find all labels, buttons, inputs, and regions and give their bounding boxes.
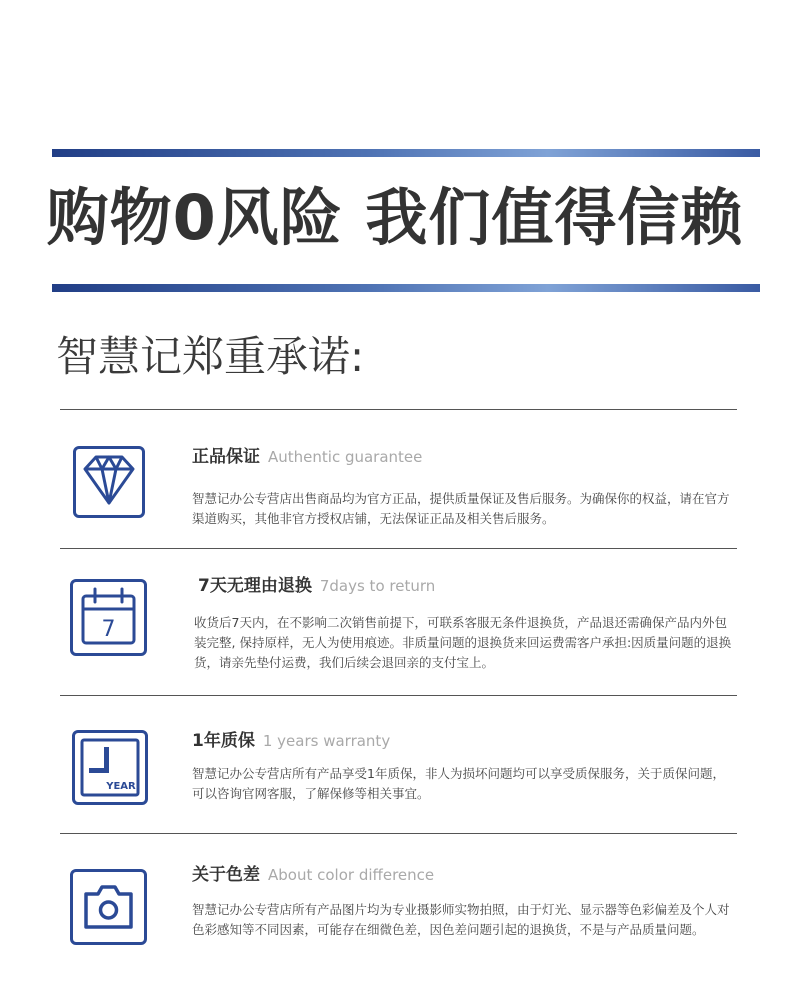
camera-icon (70, 869, 147, 945)
item-title (192, 730, 390, 752)
item-title-en: About color difference (268, 866, 435, 884)
commitment-heading: 智慧记郑重承诺: (56, 332, 365, 381)
headline: 购物0风险 我们值得信赖 (46, 181, 744, 254)
item-description: 智慧记办公专营店出售商品均为官方正品，提供质量保证及售后服务。为确保你的权益，请在官方渠道购买，其他非官方授权店铺，无法保证正品及相关售后服务。 (192, 491, 730, 526)
item-title-cn: 1年质保 (192, 731, 255, 751)
item-title (198, 575, 435, 597)
divider (60, 695, 737, 696)
calendar-icon (70, 579, 147, 656)
item-title-cn: 7天无理由退换 (198, 576, 312, 596)
item-description: 智慧记办公专营店所有产品享受1年质保，非人为损坏问题均可以享受质保服务，关于质保问题，可以咨询官网客服，了解保修等相关事宜。 (192, 766, 725, 801)
item-title-en: 1 years warranty (262, 732, 391, 750)
diamond-icon (73, 446, 145, 518)
item-title-en: 7days to return (319, 577, 436, 595)
bottom-accent-bar (52, 284, 760, 292)
item-description: 收货后7天内，在不影响二次销售前提下，可联系客服无条件退换货，产品退还需确保产品内外包装完整, 保持原样，无人为使用痕迹。非质量问题的退换货来回运费需客户承担:因质量问题的退换货，请亲先垫付运费，我们后续会退回亲的支付宝上。 (194, 615, 732, 670)
year-label: YEAR (106, 781, 136, 792)
top-accent-bar (52, 149, 760, 157)
divider (60, 548, 737, 549)
divider (60, 409, 737, 410)
item-title-cn: 关于色差 (192, 865, 260, 885)
item-title-cn: 正品保证 (192, 447, 260, 467)
item-title-en: Authentic guarantee (268, 448, 423, 466)
calendar-day-number: 7 (101, 617, 116, 642)
item-title (192, 446, 422, 468)
item-title (192, 864, 434, 886)
divider (60, 833, 737, 834)
item-description: 智慧记办公专营店所有产品图片均为专业摄影师实物拍照，由于灯光、显示器等色彩偏差及个人对色彩感知等不同因素，可能存在细微色差，因色差问题引起的退换货，不是与产品质量问题。 (192, 902, 730, 937)
one-year-icon (72, 730, 148, 805)
